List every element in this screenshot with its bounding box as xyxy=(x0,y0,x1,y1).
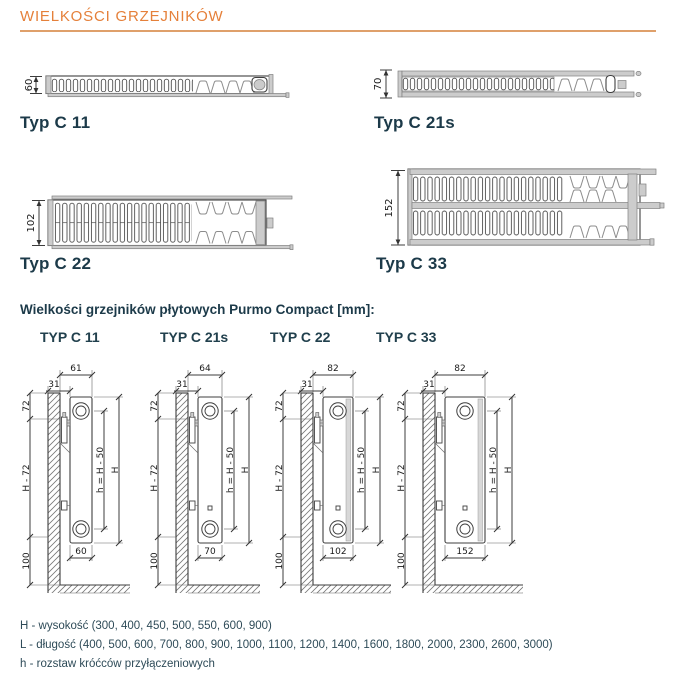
height-dim-label: 152 xyxy=(384,198,395,218)
note-height: H - wysokość (300, 400, 450, 500, 550, 600, 900) xyxy=(20,620,272,632)
note-connection-spacing: h - rozstaw króćców przyłączeniowych xyxy=(20,658,215,670)
height-dim-label: 102 xyxy=(26,213,37,233)
height-dimension xyxy=(24,77,42,94)
radiator-body xyxy=(48,196,293,250)
label-typ-c22: Typ C 22 xyxy=(20,254,92,273)
dim-connection-spacing: h = H - 50 xyxy=(226,446,236,494)
label-typ-c33: Typ C 33 xyxy=(376,254,448,273)
dim-height: H xyxy=(241,466,251,474)
radiator xyxy=(323,397,353,543)
convector-fins xyxy=(51,78,193,92)
dim-height: H xyxy=(504,466,514,474)
radiator-body xyxy=(398,71,641,97)
dim-wall-offset: 31 xyxy=(301,380,313,390)
cross-section-c22 xyxy=(26,190,296,262)
convector-fins-upper xyxy=(412,176,564,202)
cross-section-c21s xyxy=(372,62,648,110)
dim-floor-clearance: 100 xyxy=(275,552,285,570)
dimension-diagram-c11 xyxy=(18,357,132,603)
dim-wall-offset: 31 xyxy=(48,380,60,390)
dim-total-depth: 64 xyxy=(199,364,211,374)
dimension-diagram-c22 xyxy=(271,357,393,603)
label-typ-c21s: Typ C 21s xyxy=(374,113,455,132)
page-title: WIELKOŚCI GRZEJNIKÓW xyxy=(20,8,224,25)
radiator-body xyxy=(408,169,664,245)
dim-height-minus-top: H - 72 xyxy=(22,464,32,492)
dim-total-depth: 61 xyxy=(70,364,82,374)
label-typ-c11: Typ C 11 xyxy=(20,113,91,132)
height-dimension xyxy=(26,201,45,246)
dim-top-margin: 72 xyxy=(397,400,407,412)
dim-floor-clearance: 100 xyxy=(150,552,160,570)
wall-bracket xyxy=(435,413,445,511)
dim-wall-offset: 31 xyxy=(423,380,435,390)
dim-top-margin: 72 xyxy=(22,400,32,412)
convector-fins-lower xyxy=(412,210,564,236)
dim-height-minus-top: H - 72 xyxy=(150,464,160,492)
type-header-c21s: TYP C 21s xyxy=(160,329,229,345)
height-dimension xyxy=(373,70,392,98)
dim-wall-offset: 31 xyxy=(176,380,188,390)
height-dim-label: 60 xyxy=(24,78,35,92)
convector-fins xyxy=(54,202,192,244)
cross-section-c33 xyxy=(382,164,670,252)
dim-depth: 102 xyxy=(329,547,347,557)
type-header-c33: TYP C 33 xyxy=(376,329,437,345)
radiator xyxy=(70,397,92,543)
dim-depth: 70 xyxy=(204,547,216,557)
header-underline xyxy=(20,30,656,32)
dim-total-depth: 82 xyxy=(454,364,466,374)
dim-height: H xyxy=(111,466,121,474)
dim-top-margin: 72 xyxy=(150,400,160,412)
dim-connection-spacing: h = H - 50 xyxy=(96,446,106,494)
dim-total-depth: 82 xyxy=(327,364,339,374)
dim-depth: 60 xyxy=(75,547,87,557)
dimension-diagram-c21s xyxy=(146,357,262,603)
dim-height-minus-top: H - 72 xyxy=(275,464,285,492)
dim-top-margin: 72 xyxy=(275,400,285,412)
dim-depth: 152 xyxy=(456,547,474,557)
dim-height: H xyxy=(372,466,382,474)
dimension-diagram-c33 xyxy=(393,357,525,603)
radiator xyxy=(198,397,222,543)
dim-floor-clearance: 100 xyxy=(22,552,32,570)
height-dim-label: 70 xyxy=(373,77,384,91)
height-dimension xyxy=(384,171,405,246)
wall-bracket xyxy=(188,413,198,511)
dim-height-minus-top: H - 72 xyxy=(397,464,407,492)
wall-bracket xyxy=(313,413,323,511)
note-length: L - długość (400, 500, 600, 700, 800, 900, 1000, 1100, 1200, 1400, 1600, 1800, 2000, 2300, 2600, 3000) xyxy=(20,639,553,651)
compact-section-title: Wielkości grzejników płytowych Purmo Compact [mm]: xyxy=(20,302,375,317)
cross-section-c11 xyxy=(24,70,294,110)
dim-connection-spacing: h = H - 50 xyxy=(489,446,499,494)
convector-fins xyxy=(402,77,554,91)
dim-floor-clearance: 100 xyxy=(397,552,407,570)
dim-connection-spacing: h = H - 50 xyxy=(357,446,367,494)
type-header-c22: TYP C 22 xyxy=(270,329,331,345)
radiator xyxy=(445,397,485,543)
radiator-body xyxy=(46,75,289,98)
type-header-c11: TYP C 11 xyxy=(40,329,100,345)
wall-bracket xyxy=(60,413,70,511)
